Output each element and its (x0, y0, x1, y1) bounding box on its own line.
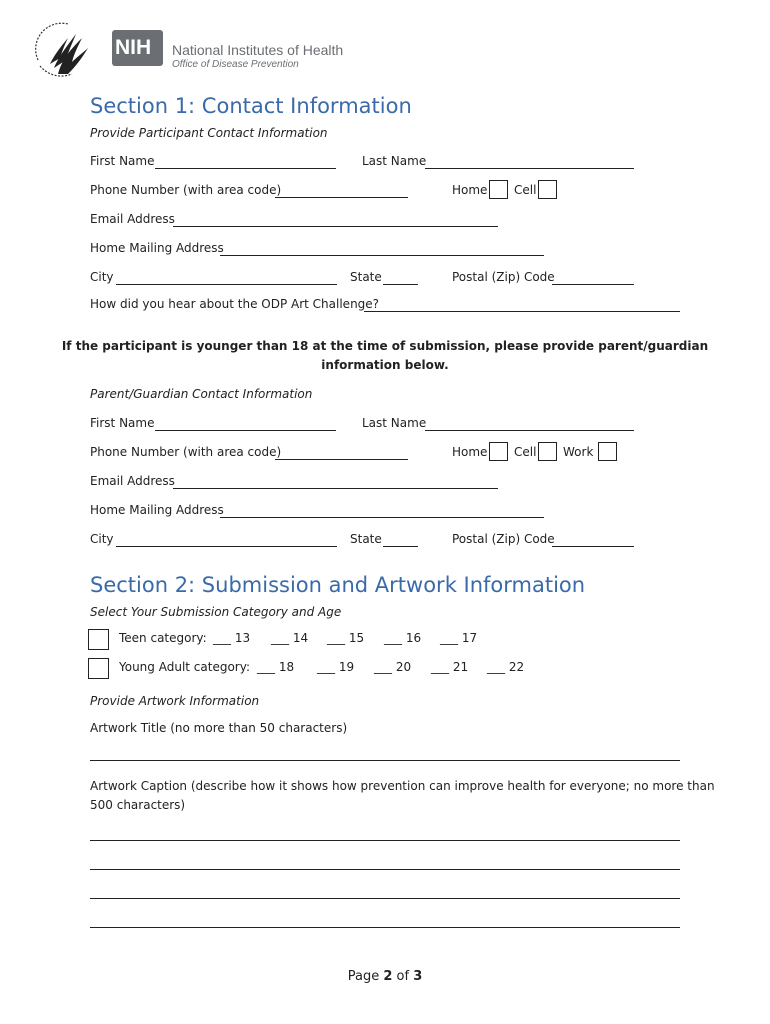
page-word: Page (347, 969, 380, 984)
artwork-subtitle: Provide Artwork Information (90, 694, 260, 708)
last-name-label: Last Name (362, 154, 427, 168)
of-word: of (396, 969, 410, 984)
guardian-work-label: Work (563, 445, 594, 459)
minor-note-line2: information below. (321, 358, 449, 372)
guardian-city-field[interactable] (116, 546, 337, 547)
city-label: City (90, 270, 114, 284)
page-total: 3 (413, 969, 423, 984)
state-field[interactable] (383, 284, 418, 285)
artwork-caption-field-line[interactable] (90, 898, 680, 899)
hear-about-label: How did you hear about the ODP Art Challenge? (90, 297, 380, 311)
artwork-caption-field-line[interactable] (90, 869, 680, 870)
guardian-first-name-field[interactable] (155, 430, 336, 431)
guardian-state-field[interactable] (383, 546, 418, 547)
teen-age-13[interactable]: ___ 13 (213, 631, 251, 645)
guardian-state-label: State (350, 532, 382, 546)
guardian-zip-label: Postal (Zip) Code (452, 532, 555, 546)
nih-logo-box: NIH (112, 30, 163, 66)
section1-title: Section 1: Contact Information (90, 94, 412, 118)
hhs-seal-logo (28, 16, 92, 80)
page-current: 2 (383, 969, 393, 984)
mailing-label: Home Mailing Address (90, 241, 224, 255)
guardian-email-field[interactable] (173, 488, 498, 489)
first-name-label: First Name (90, 154, 155, 168)
artwork-caption-field-line[interactable] (90, 840, 680, 841)
phone-field[interactable] (275, 197, 408, 198)
section2-subtitle: Select Your Submission Category and Age (90, 605, 342, 619)
home-label: Home (452, 183, 488, 197)
guardian-cell-checkbox[interactable] (538, 442, 557, 461)
minor-note-line1: If the participant is younger than 18 at the time of submission, please provide parent/guardian (61, 339, 709, 353)
first-name-field[interactable] (155, 168, 336, 169)
guardian-phone-field[interactable] (275, 459, 408, 460)
mailing-field[interactable] (220, 255, 544, 256)
cell-checkbox[interactable] (538, 180, 557, 199)
zip-label: Postal (Zip) Code (452, 270, 555, 284)
guardian-zip-field[interactable] (552, 546, 634, 547)
young-adult-category-checkbox[interactable] (88, 658, 109, 679)
nih-office-name: Office of Disease Prevention (172, 59, 299, 70)
guardian-last-name-label: Last Name (362, 416, 427, 430)
cell-label: Cell (514, 183, 537, 197)
guardian-phone-label: Phone Number (with area code) (90, 445, 282, 459)
young-adult-age-22[interactable]: ___ 22 (487, 660, 525, 674)
teen-age-17[interactable]: ___ 17 (440, 631, 478, 645)
last-name-field[interactable] (425, 168, 634, 169)
guardian-last-name-field[interactable] (425, 430, 634, 431)
guardian-home-label: Home (452, 445, 488, 459)
guardian-city-label: City (90, 532, 114, 546)
email-label: Email Address (90, 212, 175, 226)
section1-subtitle: Provide Participant Contact Information (90, 126, 328, 140)
teen-category-label: Teen category: (119, 631, 207, 645)
zip-field[interactable] (552, 284, 634, 285)
section2-title: Section 2: Submission and Artwork Information (90, 573, 586, 597)
artwork-title-label: Artwork Title (no more than 50 characters) (90, 721, 348, 735)
phone-label: Phone Number (with area code) (90, 183, 282, 197)
guardian-mailing-label: Home Mailing Address (90, 503, 224, 517)
artwork-caption-label-line2: 500 characters) (90, 798, 186, 812)
guardian-first-name-label: First Name (90, 416, 155, 430)
home-checkbox[interactable] (489, 180, 508, 199)
nih-institute-name: National Institutes of Health (172, 42, 344, 58)
artwork-title-field[interactable] (90, 760, 680, 761)
young-adult-age-18[interactable]: ___ 18 (257, 660, 295, 674)
guardian-home-checkbox[interactable] (489, 442, 508, 461)
teen-age-16[interactable]: ___ 16 (384, 631, 422, 645)
guardian-email-label: Email Address (90, 474, 175, 488)
teen-category-checkbox[interactable] (88, 629, 109, 650)
young-adult-age-20[interactable]: ___ 20 (374, 660, 412, 674)
page-number (0, 969, 770, 984)
young-adult-age-19[interactable]: ___ 19 (317, 660, 355, 674)
artwork-caption-label-line1: Artwork Caption (describe how it shows how prevention can improve health for everyone; no more than (90, 779, 715, 793)
hear-about-field[interactable] (364, 311, 680, 312)
young-adult-category-label: Young Adult category: (119, 660, 250, 674)
teen-age-15[interactable]: ___ 15 (327, 631, 365, 645)
email-field[interactable] (173, 226, 498, 227)
state-label: State (350, 270, 382, 284)
guardian-cell-label: Cell (514, 445, 537, 459)
city-field[interactable] (116, 284, 337, 285)
guardian-work-checkbox[interactable] (598, 442, 617, 461)
artwork-caption-field-line[interactable] (90, 927, 680, 928)
guardian-mailing-field[interactable] (220, 517, 544, 518)
young-adult-age-21[interactable]: ___ 21 (431, 660, 469, 674)
teen-age-14[interactable]: ___ 14 (271, 631, 309, 645)
guardian-subtitle: Parent/Guardian Contact Information (90, 387, 313, 401)
